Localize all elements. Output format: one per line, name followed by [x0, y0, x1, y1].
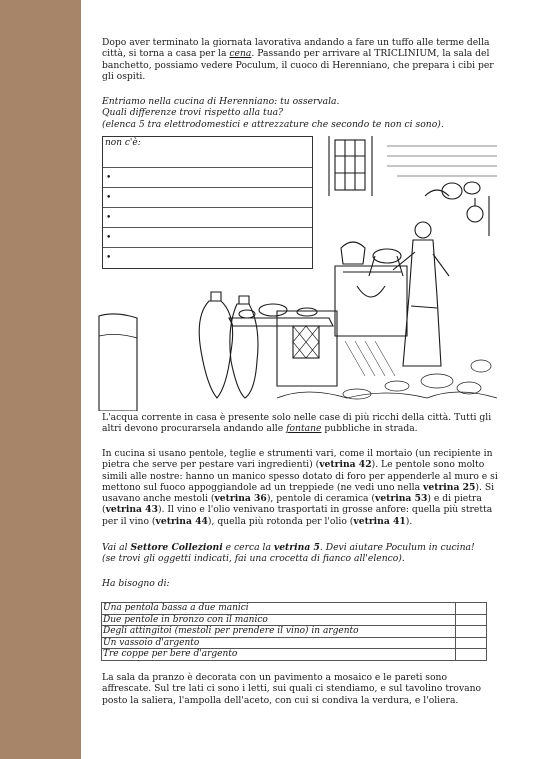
answer-line-5[interactable] — [103, 247, 312, 268]
task2-instructions: Vai al Settore Collezioni e cerca la vetrina 5. Devi aiutare Poculum in cucina! (se trovi gli oggetti indicati, fai una crocetta di fianco all'elenco). — [102, 542, 475, 565]
table-row — [102, 626, 487, 638]
checkbox-cell[interactable] — [456, 626, 487, 638]
vetrina-ref: vetrina 53 — [374, 493, 428, 505]
table-row — [102, 649, 487, 661]
checklist-item: Degli attingitoi (mestoli per prendere il vino) in argento — [102, 626, 456, 638]
intro-paragraph: Dopo aver terminato la giornata lavorativa andando a fare un tuffo alle terme della città, si torna a casa per la cena. Passando per arrivare al TRICLINIUM, la sala del banchetto, possiamo vedere Poculum, il cuoco di Herenniano, che prepara i cibi per gli ospiti. — [102, 37, 494, 82]
checklist-item: Due pentole in bronzo con il manico — [102, 614, 456, 626]
water-paragraph: L'acqua corrente in casa è presente solo nelle case di più ricchi della città. Tutti gli altri devono procurarsela andando alle fontane pubbliche in strada. — [102, 412, 492, 435]
bullet: • — [106, 193, 112, 203]
table-row — [102, 614, 487, 626]
answer-line-1[interactable] — [103, 167, 312, 188]
checklist-item: Una pentola bassa a due manici — [102, 603, 456, 615]
answer-box — [102, 136, 313, 269]
checkbox-cell[interactable] — [456, 637, 487, 649]
answer-line-4[interactable] — [103, 227, 312, 248]
cena-word: cena — [229, 48, 252, 60]
checklist-table — [101, 602, 487, 661]
worksheet-page — [81, 0, 537, 759]
decorative-sidebar — [0, 0, 81, 759]
answer-box-header: non c'è: — [105, 138, 141, 148]
needs-label: Ha bisogno di: — [102, 578, 170, 589]
table-row — [102, 637, 487, 649]
vetrina-ref: vetrina 5 — [273, 542, 320, 553]
vetrina-ref: vetrina 36 — [214, 493, 267, 505]
vetrina-ref: vetrina 42 — [319, 459, 372, 471]
vetrina-ref: vetrina 25 — [423, 481, 476, 493]
fontane-word: fontane — [286, 423, 322, 435]
closing-paragraph: La sala da pranzo è decorata con un pavimento a mosaico e le pareti sono affrescate. Sul tre lati ci sono i letti, sui quali ci stendiamo, e sul tavolino trovano posto la saliera, l'ampolla dell'aceto, con cui si condiva la verdura, e l'oliera. — [102, 672, 482, 706]
bullet: • — [106, 213, 112, 223]
checklist-item: Un vassoio d'argento — [102, 637, 456, 649]
bullet: • — [106, 173, 112, 183]
bullet: • — [106, 253, 112, 263]
checkbox-cell[interactable] — [456, 649, 487, 661]
answer-line-2[interactable] — [103, 187, 312, 208]
table-row — [102, 603, 487, 615]
vetrina-ref: vetrina 43 — [105, 504, 158, 516]
checkbox-cell[interactable] — [456, 614, 487, 626]
task1-instructions: Entriamo nella cucina di Herenniano: tu osservala. Quali differenze trovi rispetto alla tua? (elenca 5 tra elettrodomestici e attrezzature che secondo te non ci sono). — [102, 96, 444, 130]
kitchen-tools-paragraph: In cucina si usano pentole, teglie e strumenti vari, come il mortaio (un recipiente in pietra che serve per pestare vari ingredienti) (vetrina 42). Le pentole sono molto simili alle nostre: hanno un manico spesso dotato di foro per appenderle al muro e si mettono sul fuoco appoggiandole ad un treppiede (ne vedi uno nella vetrina 25). Si usavano anche mestoli (vetrina 36), pentole di ceramica (vetrina 53) e di pietra (vetrina 43). Il vino e l'olio venivano trasportati in grosse anfore: quella più stretta per il vino (vetrina 44), quella più rotonda per l'olio (vetrina 41). — [102, 448, 498, 527]
checkbox-cell[interactable] — [456, 603, 487, 615]
answer-line-3[interactable] — [103, 207, 312, 228]
checklist-item: Tre coppe per bere d'argento — [102, 649, 456, 661]
vetrina-ref: vetrina 41 — [353, 515, 406, 527]
bullet: • — [106, 233, 112, 243]
vetrina-ref: vetrina 44 — [155, 515, 208, 527]
settore-collezioni: Settore Collezioni — [130, 542, 223, 553]
